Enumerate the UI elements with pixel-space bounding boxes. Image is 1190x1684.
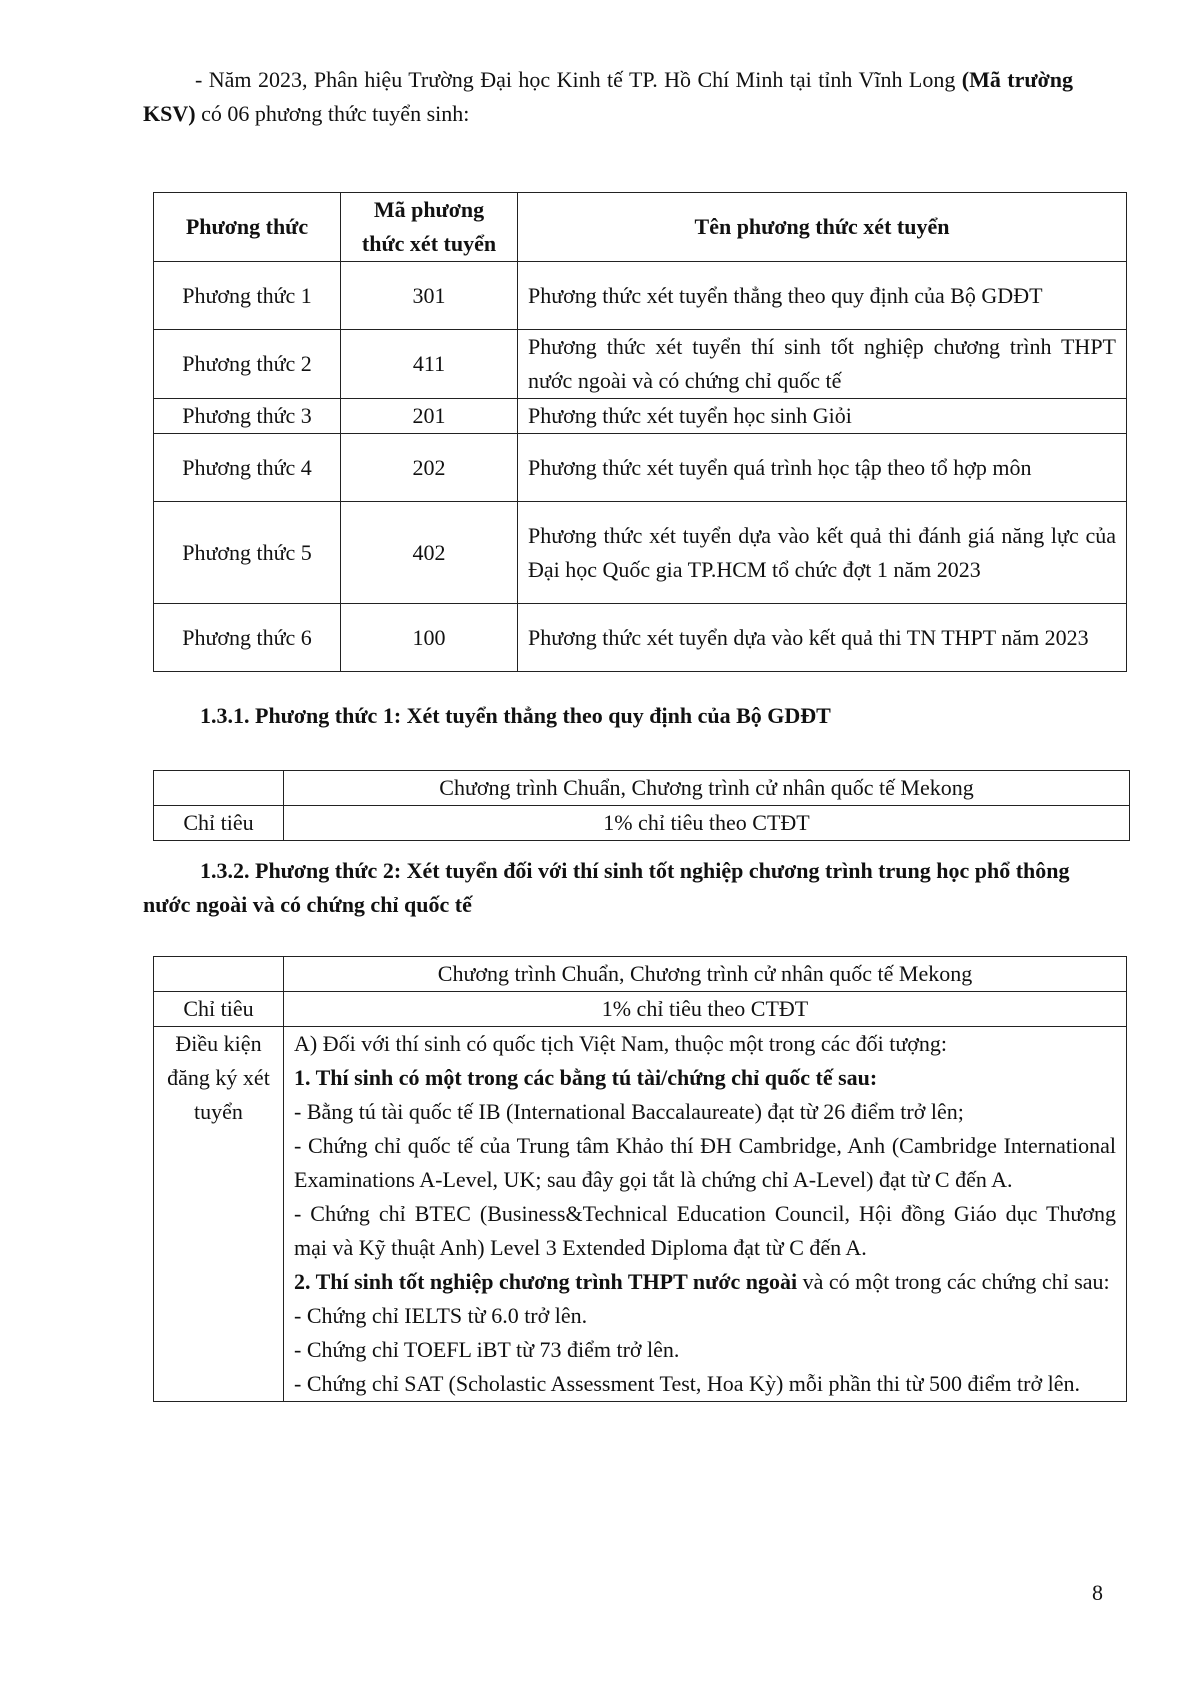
table-row	[154, 399, 1127, 434]
quota-label: Chỉ tiêu	[154, 806, 284, 841]
code-cell: 411	[341, 330, 518, 399]
condition-item-sat: - Chứng chỉ SAT (Scholastic Assessment Test, Hoa Kỳ) mỗi phần thi từ 500 điểm trở lên.	[294, 1371, 1080, 1396]
intro-text-end: có 06 phương thức tuyển sinh:	[195, 101, 470, 126]
condition-item-ib: - Bằng tú tài quốc tế IB (International Baccalaureate) đạt từ 26 điểm trở lên;	[294, 1099, 964, 1124]
method-cell: Phương thức 2	[154, 330, 341, 399]
column-header-method: Phương thức	[154, 193, 341, 262]
table-row	[154, 806, 1130, 841]
name-cell: Phương thức xét tuyển học sinh Giỏi	[518, 399, 1127, 434]
program-header: Chương trình Chuẩn, Chương trình cử nhân quốc tế Mekong	[284, 957, 1127, 992]
condition-group-2	[294, 1265, 1116, 1299]
code-cell: 202	[341, 434, 518, 502]
name-cell: Phương thức xét tuyển thẳng theo quy định của Bộ GDĐT	[518, 262, 1127, 330]
method-1-quota-table	[153, 770, 1130, 841]
program-header: Chương trình Chuẩn, Chương trình cử nhân quốc tế Mekong	[284, 771, 1130, 806]
method-2-conditions-table	[153, 956, 1127, 1402]
condition-label: Điều kiện đăng ký xét tuyển	[154, 1027, 284, 1402]
empty-cell	[154, 771, 284, 806]
intro-school-code: (Mã trường KSV)	[143, 67, 1073, 126]
admission-methods-table	[153, 192, 1127, 672]
table-row	[154, 330, 1127, 399]
empty-cell	[154, 957, 284, 992]
column-header-code: Mã phương thức xét tuyển	[341, 193, 518, 262]
code-cell: 402	[341, 502, 518, 604]
condition-item-btec: - Chứng chỉ BTEC (Business&Technical Education Council, Hội đồng Giáo dục Thương mại và Kỹ thuật Anh) Level 3 Extended Diploma đạt từ C đến A.	[294, 1201, 1116, 1260]
table-row	[154, 957, 1127, 992]
page-number: 8	[1092, 1580, 1103, 1605]
condition-item-toefl: - Chứng chỉ TOEFL iBT từ 73 điểm trở lên.	[294, 1337, 680, 1362]
quota-value: 1% chỉ tiêu theo CTĐT	[284, 992, 1127, 1027]
quota-value: 1% chỉ tiêu theo CTĐT	[284, 806, 1130, 841]
condition-group-2-title: 2. Thí sinh tốt nghiệp chương trình THPT nước ngoài	[294, 1269, 798, 1294]
condition-intro: A) Đối với thí sinh có quốc tịch Việt Nam, thuộc một trong các đối tượng:	[294, 1031, 948, 1056]
condition-group-2-rest: và có một trong các chứng chỉ sau:	[797, 1269, 1110, 1294]
table-row	[154, 604, 1127, 672]
condition-item-ielts: - Chứng chỉ IELTS từ 6.0 trở lên.	[294, 1303, 588, 1328]
intro-text: - Năm 2023, Phân hiệu Trường Đại học Kinh tế TP. Hồ Chí Minh tại tỉnh Vĩnh Long	[195, 67, 962, 92]
section-heading-1-3-2: 1.3.2. Phương thức 2: Xét tuyển đối với thí sinh tốt nghiệp chương trình trung học phổ thông nước ngoài và có chứng chỉ quốc tế	[143, 858, 1070, 917]
table-row	[154, 1027, 1127, 1402]
code-cell: 301	[341, 262, 518, 330]
method-cell: Phương thức 1	[154, 262, 341, 330]
code-cell: 100	[341, 604, 518, 672]
code-cell: 201	[341, 399, 518, 434]
section-heading-1-3-1: 1.3.1. Phương thức 1: Xét tuyển thẳng theo quy định của Bộ GDĐT	[200, 703, 831, 728]
table-row	[154, 434, 1127, 502]
table-row	[154, 771, 1130, 806]
name-cell: Phương thức xét tuyển dựa vào kết quả thi đánh giá năng lực của Đại học Quốc gia TP.HCM tổ chức đợt 1 năm 2023	[518, 502, 1127, 604]
method-cell: Phương thức 6	[154, 604, 341, 672]
intro-paragraph	[143, 63, 1073, 131]
method-cell: Phương thức 4	[154, 434, 341, 502]
condition-item-a-level: - Chứng chỉ quốc tế của Trung tâm Khảo thí ĐH Cambridge, Anh (Cambridge International Examinations A-Level, UK; sau đây gọi tắt là chứng chỉ A-Level) đạt từ C đến A.	[294, 1133, 1116, 1192]
condition-group-1-title: 1. Thí sinh có một trong các bằng tú tài/chứng chỉ quốc tế sau:	[294, 1065, 878, 1090]
method-cell: Phương thức 3	[154, 399, 341, 434]
condition-details	[284, 1027, 1127, 1402]
table-row	[154, 262, 1127, 330]
name-cell: Phương thức xét tuyển dựa vào kết quả thi TN THPT năm 2023	[518, 604, 1127, 672]
table-row	[154, 502, 1127, 604]
method-cell: Phương thức 5	[154, 502, 341, 604]
quota-label: Chỉ tiêu	[154, 992, 284, 1027]
name-cell: Phương thức xét tuyển thí sinh tốt nghiệp chương trình THPT nước ngoài và có chứng chỉ quốc tế	[518, 330, 1127, 399]
table-row	[154, 992, 1127, 1027]
name-cell: Phương thức xét tuyển quá trình học tập theo tổ hợp môn	[518, 434, 1127, 502]
column-header-name: Tên phương thức xét tuyển	[518, 193, 1127, 262]
table-header-row	[154, 193, 1127, 262]
